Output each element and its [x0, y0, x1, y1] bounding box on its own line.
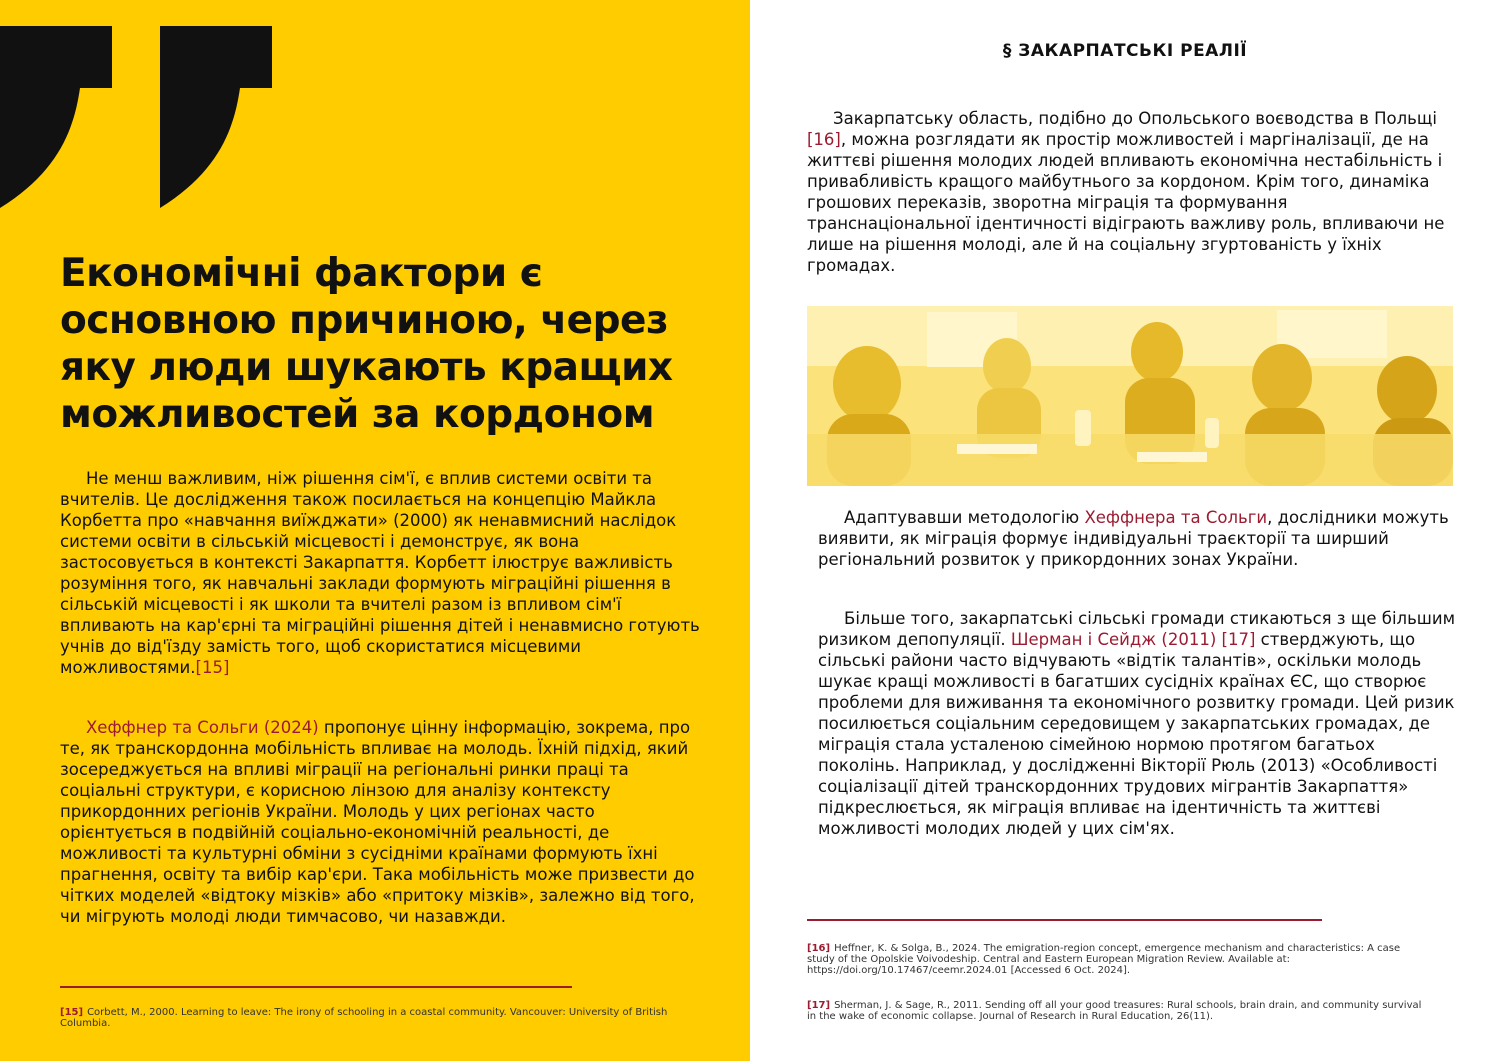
- left-paragraph-2-text: пропонує цінну інформацію, зокрема, про те, як транскордонна мобільність впливає на молодь. Їхній підхід, який зосереджується на впливі міграції на регіональні ринки праці та соціальні структури, є корисною лінзою для аналізу контексту прикордонних регіонів України. Молодь у цих регіонах часто орієнтується в подвійній соціально-економічній реальності, де можливості та культурні обміни з сусідніми країнами формують їхні прагнення, освіту та вибір кар'єри. Така мобільність може призвести до чітких моделей «відтоку мізків» або «притоку мізків», залежно від того, чи мігрують молоді люди тимчасово, чи назавжди.: [60, 718, 695, 926]
- right-paragraph-2-text-a: Адаптувавши методологію: [844, 508, 1085, 527]
- footnote-16: [807, 943, 1427, 976]
- footnote-divider: [60, 986, 572, 988]
- footnote-17: [807, 1000, 1427, 1022]
- footnote-15: [60, 1007, 700, 1029]
- left-paragraph-2: [60, 717, 710, 927]
- right-paragraph-3-text-b: стверджують, що сільські райони часто відчувають «відтік талантів», оскільки молодь шукає кращі можливості в багатших сусідніх країнах ЄС, що створює проблеми для виживання та економічного розвитку громади. Цей ризик посилюється соціальним середовищем у закарпатських громадах, де міграція стала усталеною сімейною нормою протягом багатьох поколінь. Наприклад, у дослідженні Вікторії Рюль (2013) «Особливості соціалізації дітей транскордонних трудових мігрантів Закарпаття» підкреслюється, як міграція впливає на ідентичність та життєві можливості молодих людей у цих сім'ях.: [818, 630, 1455, 838]
- right-paragraph-1: [807, 108, 1455, 276]
- footnote-15-number: [15]: [60, 1007, 84, 1018]
- footnote-17-number: [17]: [807, 1000, 831, 1011]
- right-paragraph-2-text-b: , дослідники можуть виявити, як міграція формує індивідуальні траєкторії та ширший регіональний розвиток у прикордонних зонах України.: [818, 508, 1449, 569]
- classroom-photo: [807, 306, 1453, 486]
- left-paragraph-1: [60, 468, 710, 678]
- citation-heffner-solga[interactable]: Хеффнер та Сольги (2024): [86, 718, 319, 737]
- citation-heffner-solga-right[interactable]: Хеффнера та Сольги: [1084, 508, 1268, 527]
- footnote-17-text: Sherman, J. & Sage, R., 2011. Sending off all your good treasures: Rural schools, brain drain, and community survival in the wake of economic collapse. Journal of Research in Rural Education, 26(11).: [807, 1000, 1422, 1022]
- footnote-16-number: [16]: [807, 943, 831, 954]
- quote-icon: [0, 12, 290, 227]
- right-paragraph-1-text-b: , можна розглядати як простір можливостей і маргіналізації, де на життєві рішення молодих людей впливають економічна нестабільність і привабливість кращого майбутнього за кордоном. Крім того, динаміка грошових переказів, зворотна міграція та формування транснаціональної ідентичності відіграють важливу роль, впливаючи не лише на рішення молоді, але й на соціальну згуртованість у їхніх громадах.: [807, 130, 1445, 275]
- photo-illustration: [807, 306, 1453, 486]
- right-paragraph-3-text-a: Більше того, закарпатські сільські громади стикаються з ще більшим ризиком депопуляції.: [818, 609, 1456, 649]
- right-paragraph-2: [818, 507, 1458, 570]
- footnote-ref-15[interactable]: [15]: [195, 658, 230, 677]
- footnote-divider-right: [807, 919, 1322, 921]
- right-page: [750, 0, 1500, 1061]
- left-paragraph-1-text: Не менш важливим, ніж рішення сім'ї, є вплив системи освіти та вчителів. Це дослідження також посилається на концепцію Майкла Корбетта про «навчання виїжджати» (2000) як ненавмисний наслідок системи освіти в сільській місцевості і демонструє, як вона застосовується в контексті Закарпаття. Корбетт ілюструє важливість розуміння того, як навчальні заклади формують міграційні рішення в сільській місцевості і як школи та вчителі разом із впливом сім'ї впливають на кар'єрні та міграційні рішення дітей і ненавмисно готують учнів до від'їзду замість того, щоб скористатися місцевими можливостями.: [60, 469, 700, 677]
- footnote-16-text: Heffner, K. & Solga, B., 2024. The emigration-region concept, emergence mechanism and characteristics: A case study of the Opolskie Voivodeship. Central and Eastern European Migration Review. Available at: https://doi.org/10.17467/ceemr.2024.01 [Accessed 6 Oct. 2024].: [807, 943, 1401, 976]
- footnote-ref-16[interactable]: [16]: [807, 130, 841, 149]
- right-paragraph-1-text-a: Закарпатську область, подібно до Опольського воєводства в Польщі: [833, 109, 1438, 128]
- pull-quote: Економічні фактори є основною причиною, через яку люди шукають кращих можливостей за кордоном: [60, 251, 673, 437]
- footnote-15-text: Corbett, M., 2000. Learning to leave: The irony of schooling in a coastal community. Vancouver: University of British Columbia.: [60, 1007, 668, 1029]
- right-paragraph-3: [818, 608, 1458, 839]
- citation-sherman-sage[interactable]: Шерман і Сейдж (2011) [17]: [1010, 630, 1256, 649]
- section-title: § ЗАКАРПАТСЬКІ РЕАЛІЇ: [1002, 41, 1248, 61]
